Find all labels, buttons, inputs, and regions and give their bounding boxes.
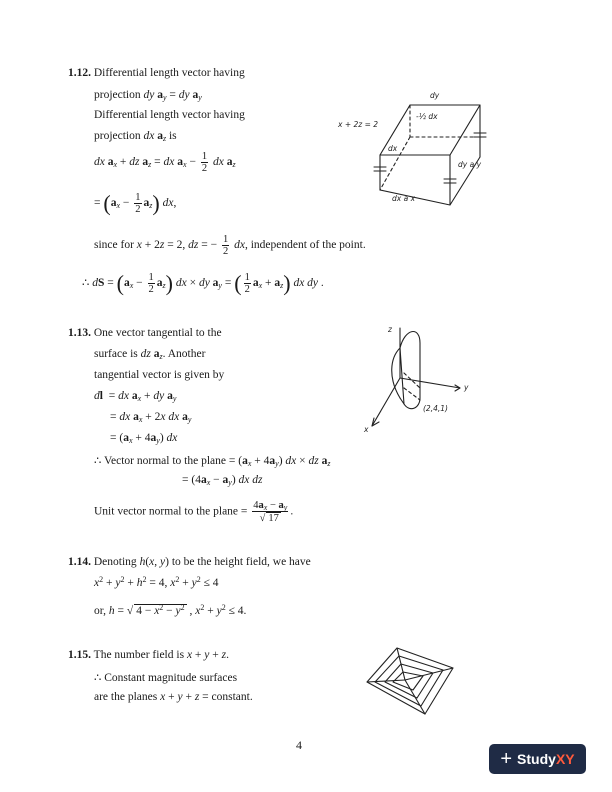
half-dx-label: -½ dx — [416, 112, 438, 121]
problem-1-15-line3: are the planes x + y + z = constant. — [94, 691, 253, 703]
equation-dl-2: = ($a_x$ − $\frac{1}{2}$ $a_z$) dx, — [94, 190, 177, 216]
equation-dl-b: = dx $a_x + 2x$ dx $a_y$ — [110, 411, 192, 424]
point-label: (2,4,1) — [423, 404, 448, 413]
plane-label: x + 2z = 2 — [338, 120, 379, 129]
problem-label: 1.13. — [68, 327, 91, 339]
equation-dl-c: = $(a_x + 4a_y)$ dx — [110, 432, 178, 445]
problem-1-13-line1: 1.13. One vector tangential to the — [68, 327, 222, 339]
problem-1-15-line2: ∴ Constant magnitude surfaces — [94, 672, 238, 684]
y-axis-label: y — [464, 383, 469, 392]
dx-label: dx — [388, 144, 398, 153]
plus-icon: + — [500, 748, 513, 770]
problem-1-12-line1: 1.12. Differential length vector having — [68, 67, 245, 79]
page-number: 4 — [296, 738, 302, 752]
problem-1-13-line3: tangential vector is given by — [94, 369, 225, 381]
equation-height-2: or, h = √ $4 - x^2 - y^2$ , $x^2 + y^2 \le 4$. — [94, 603, 247, 617]
x-axis-label: x — [364, 425, 369, 434]
parallelepiped-figure — [330, 85, 500, 215]
dy-label: dy — [430, 91, 440, 100]
problem-1-12-line2: projection dy $a_y$ = dy $a_y$ — [94, 89, 202, 102]
brand-text: StudyXY — [517, 751, 575, 767]
problem-1-12-line3: Differential length vector having — [94, 109, 245, 121]
equation-unit-normal: Unit vector normal to the plane = $\frac{4a_x - a_y}{√ 17}$ . — [94, 500, 294, 524]
constant-planes-figure — [355, 640, 465, 720]
equation-dl-a: dl = dx $a_x$ + dy $a_y$ — [94, 390, 177, 403]
equation-normal: ∴ Vector normal to the plane = $(a_x + 4a_y)$ dx × dz $a_z$ — [94, 455, 331, 468]
problem-1-12-line4: projection dx $a_z$ is — [94, 130, 177, 143]
problem-label: 1.15. — [68, 649, 91, 661]
equation-height-1: $x^2 + y^2 + h^2 = 4$, $x^2 + y^2 \le 4$ — [94, 575, 219, 589]
dy-ay-label: dy a y — [458, 160, 482, 169]
equation-since: since for x + 2z = 2, dz = − $\frac{1}{2}$ dx, independent of the point. — [94, 234, 366, 257]
problem-1-14-line1: 1.14. Denoting h(x, y) to be the height field, we have — [68, 556, 311, 568]
parabolic-cylinder-figure — [360, 318, 480, 438]
z-axis-label: z — [388, 325, 392, 334]
dx-ax-label: dx a x — [392, 194, 416, 203]
problem-1-13-line2: surface is dz $a_z$. Another — [94, 348, 206, 361]
equation-dS: ∴ dS = ($a_x$ − $\frac{1}{2}$ $a_z$) dx × dy $a_y$ = ( $\frac{1}{2}$ $a_x + a_z$) dx dy . — [82, 270, 324, 296]
problem-label: 1.14. — [68, 556, 91, 568]
problem-1-15-line1: 1.15. The number field is x + y + z. — [68, 649, 230, 661]
studyxy-badge[interactable] — [489, 744, 586, 774]
equation-normal-b: = $(4a_x - a_y)$ dx dz — [182, 474, 263, 487]
equation-dl-1: dx $a_x$ + dz $a_z$ = dx $a_x$ − $\frac{1}{2}$ dx $a_z$ — [94, 151, 236, 174]
problem-label: 1.12. — [68, 67, 91, 79]
